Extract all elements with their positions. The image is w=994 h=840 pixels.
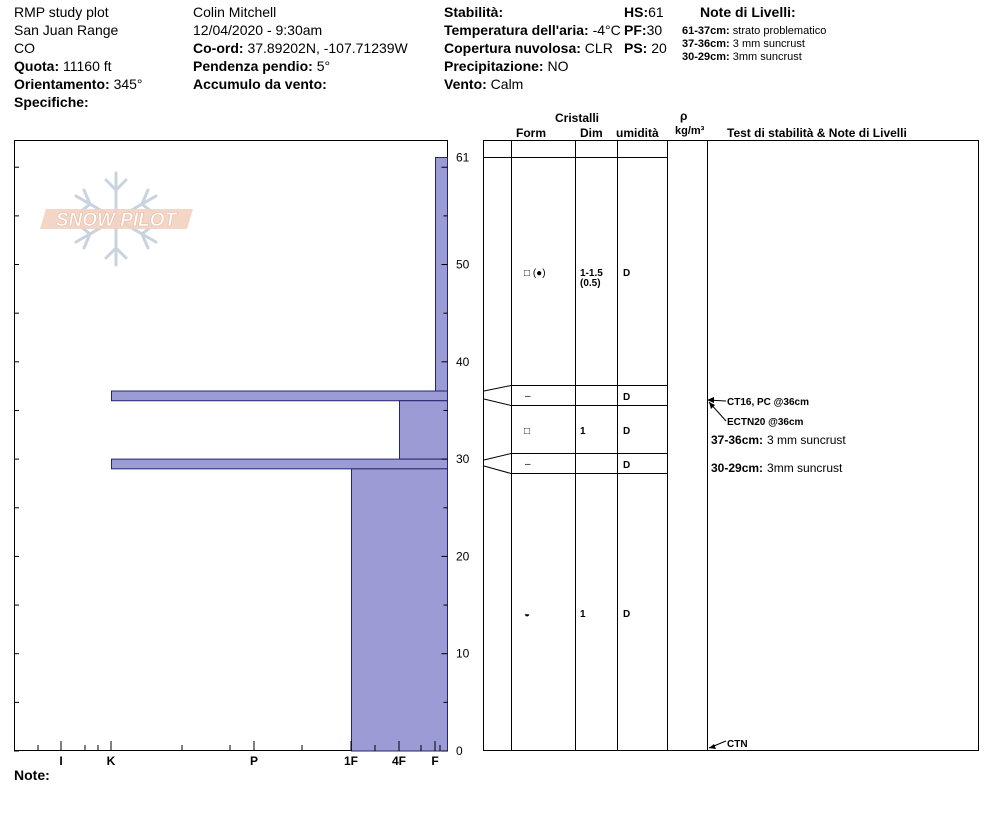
hardness-bar-3	[400, 401, 448, 459]
layer-2-form: –	[525, 391, 531, 402]
layer-note-1: 61-37cm: strato problematico	[682, 25, 827, 37]
hardness-bar-1	[436, 158, 448, 392]
crystals-header: Cristalli	[555, 111, 600, 125]
specifics-label: Specifiche:	[14, 94, 89, 110]
hardness-bar-4	[112, 459, 448, 469]
layer-2-moisture: D	[623, 392, 631, 403]
layer-1-form: □ (●)	[524, 268, 546, 279]
annotation-2-range: 30-29cm:	[711, 461, 764, 475]
moisture-header: umidità	[616, 126, 659, 140]
elevation: Quota: 11160 ft	[14, 58, 112, 74]
depth-tick-label: 30	[456, 452, 470, 467]
arrowheads	[707, 397, 716, 749]
layer-note-2: 37-36cm: 3 mm suncrust	[682, 38, 805, 50]
form-header: Form	[516, 126, 546, 140]
hardness-tick-label: I	[59, 754, 63, 768]
layer-rows	[524, 268, 630, 620]
hardness-bar-2	[112, 391, 448, 401]
air-temp: Temperatura dell'aria: -4°C	[444, 22, 621, 38]
layer-1-size-alt: (0.5)	[580, 278, 601, 289]
layer-notes-title: Note di Livelli:	[700, 4, 796, 20]
layer-note-3: 30-29cm: 3mm suncrust	[682, 51, 802, 63]
notes-label: Note:	[14, 767, 50, 783]
size-header: Dim	[580, 126, 603, 140]
precipitation: Precipitazione: NO	[444, 58, 569, 74]
layer-1-moisture: D	[623, 268, 631, 279]
wind-loading-label: Accumulo da vento:	[193, 76, 327, 92]
depth-tick-label: 10	[456, 646, 470, 661]
hardness-tick-label: P	[249, 754, 259, 768]
coordinates: Co-ord: 37.89202N, -107.71239W	[193, 40, 408, 56]
annotation-1-text: 3 mm suncrust	[767, 433, 846, 447]
datetime: 12/04/2020 - 9:30am	[193, 22, 323, 38]
sky-cover: Copertura nuvolosa: CLR	[444, 40, 613, 56]
hardness-tick-label: F	[431, 754, 439, 768]
layer-5-form: ◒	[524, 609, 531, 620]
layer-4-form: –	[525, 459, 531, 470]
depth-tick-label: 0	[456, 744, 463, 758]
annotation-2-text: 3mm suncrust	[767, 461, 843, 475]
annotation-1	[711, 433, 846, 447]
annotation-1-range: 37-36cm:	[711, 433, 764, 447]
snowpilot-logo-text: SNOW PILOT	[55, 210, 177, 231]
hardness-bar-5	[352, 469, 448, 751]
foot-penetration: PF:30	[624, 22, 663, 38]
ectn-result: ECTN20 @36cm	[727, 417, 804, 428]
hardness-tick-label: 4F	[391, 754, 407, 768]
stability-test-notes	[727, 397, 809, 750]
layer-4-moisture: D	[623, 460, 631, 471]
observer: Colin Mitchell	[193, 4, 277, 20]
layer-1-size: 1-1.5	[580, 268, 603, 279]
ski-penetration: PS: 20	[624, 40, 667, 56]
snowpilot-logo	[40, 173, 193, 265]
range: San Juan Range	[14, 22, 119, 38]
ct-result: CT16, PC @36cm	[727, 397, 810, 408]
annotation-2	[711, 461, 843, 475]
wind: Vento: Calm	[444, 76, 524, 92]
slope-angle: Pendenza pendio: 5°	[193, 58, 331, 74]
depth-tick-label: 50	[456, 257, 470, 272]
depth-tick-label: 20	[456, 549, 470, 564]
layer-5-size: 1	[580, 609, 586, 620]
layer-3-size: 1	[580, 426, 586, 437]
rho-header: ρ	[680, 109, 688, 123]
location: RMP study plot	[14, 4, 109, 20]
ctn-result: CTN	[727, 739, 748, 750]
layer-annotations	[711, 433, 846, 475]
aspect: Orientamento: 345°	[14, 76, 143, 92]
state: CO	[14, 40, 35, 56]
density-unit: kg/m³	[675, 125, 705, 137]
hardness-bars	[112, 158, 448, 752]
depth-tick-label: 40	[456, 354, 470, 369]
depth-tick-label: 61	[456, 150, 470, 165]
layer-3-form: □	[524, 426, 531, 437]
hardness-tick-label: 1F	[343, 754, 359, 768]
stability-label: Stabilità:	[444, 4, 504, 20]
tests-header: Test di stabilità & Note di Livelli	[727, 126, 907, 140]
snow-height: HS:61	[624, 4, 664, 20]
layer-3-moisture: D	[623, 426, 631, 437]
layer-5-moisture: D	[623, 609, 631, 620]
hardness-tick-label: K	[106, 754, 116, 768]
